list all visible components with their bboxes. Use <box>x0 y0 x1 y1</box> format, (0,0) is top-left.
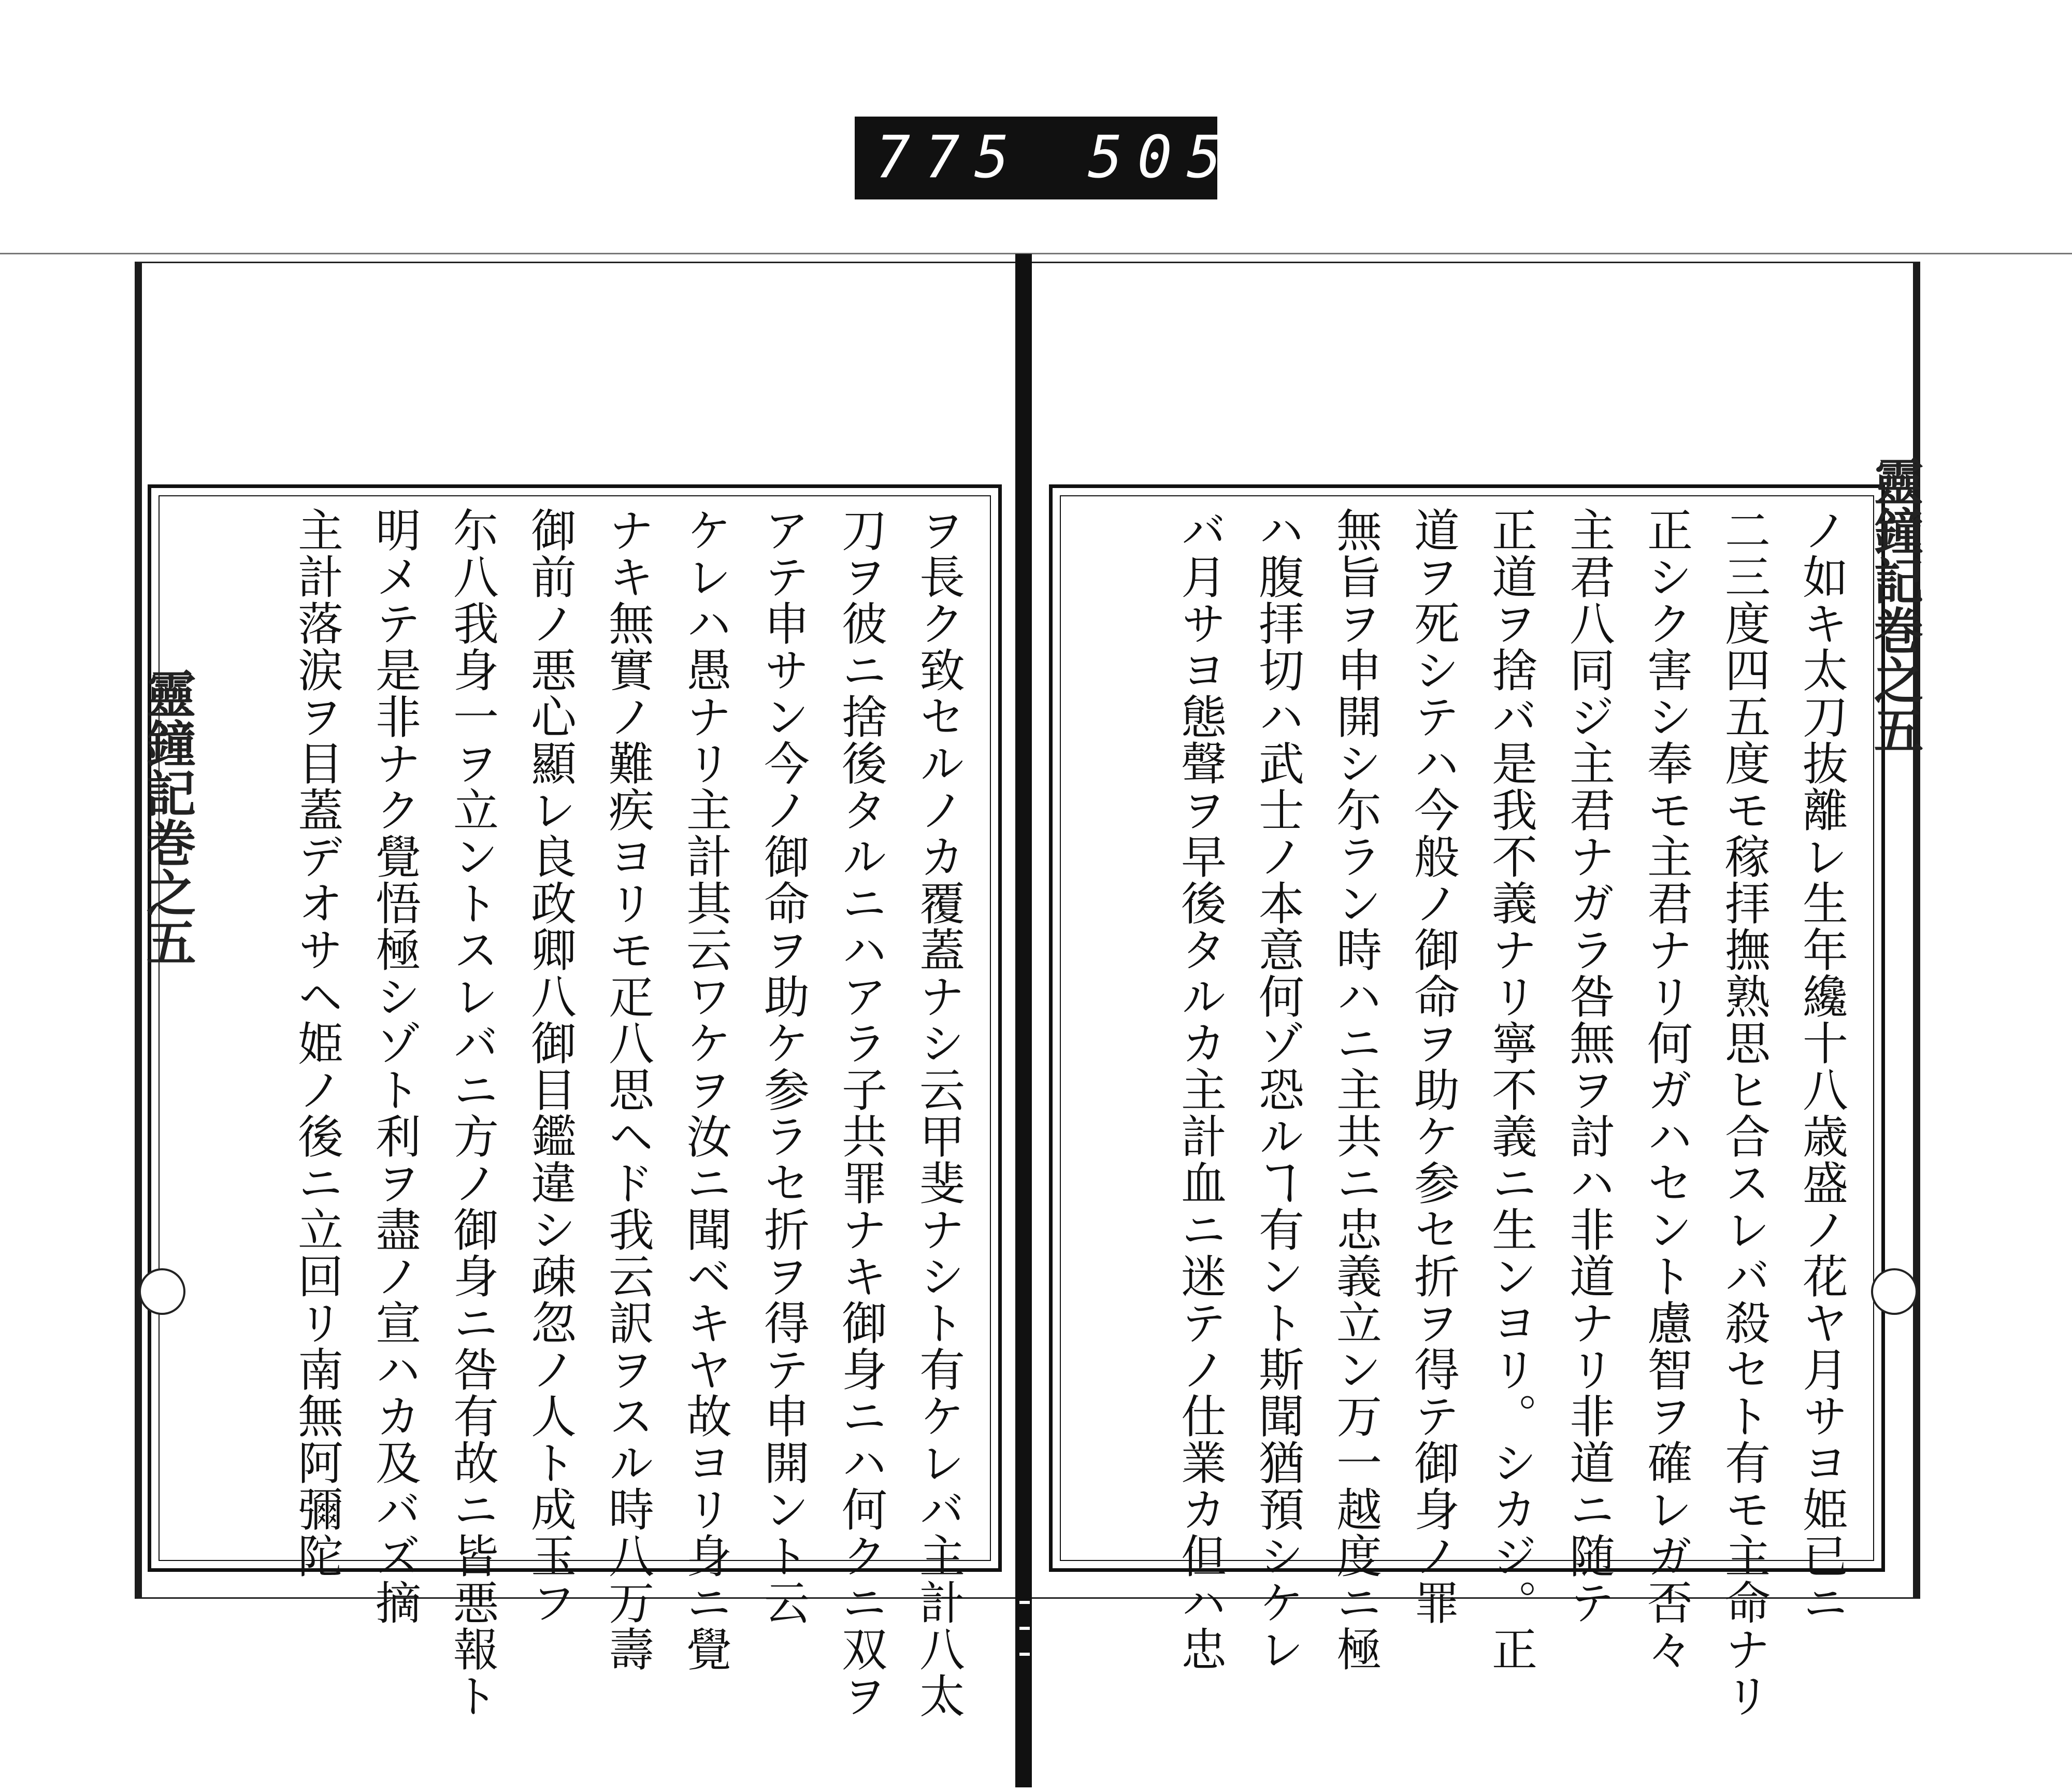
catalog-number-label <box>855 117 1236 199</box>
scan-edge-line <box>0 253 2072 254</box>
left-text-column: ケレハ愚ナリ主計其云ワケヲ汝ニ聞ベキヤ故ヨリ身ニ覺 <box>679 507 732 1672</box>
right-text-column: バ月サヨ態聲ヲ早後タルカ主計血ニ迷テノ仕業カ但ハ忠 <box>1174 507 1227 1672</box>
binding-stitch <box>1019 1601 1030 1604</box>
left-text-column: アテ申サン今ノ御命ヲ助ケ参ラセ折ヲ得テ申開ント云 <box>757 507 810 1626</box>
right-text-column: 二三度四五度モ稼拝撫熟思ヒ合スレバ殺セト有モ主命ナリ <box>1718 507 1771 1719</box>
right-text-column: 正シク害シ奉モ主君ナリ何ガハセント慮智ヲ確レガ否々 <box>1640 507 1693 1672</box>
right-text-column: 正道ヲ捨バ是我不義ナリ寧不義ニ生ンヨリ。シカジ。正 <box>1485 507 1538 1672</box>
right-page-text <box>1073 507 1861 1719</box>
left-text-column: 御前ノ悪心顯レ良政卿八御目鑑違シ疎忽ノ人ト成玉フ <box>524 507 577 1626</box>
left-text-column: ヲ長ク致セルノカ覆蓋ナシ云甲斐ナシト有ケレバ主計八太 <box>912 507 966 1719</box>
right-page-text-frame <box>1049 484 1885 1719</box>
left-text-column: 刀ヲ彼ニ捨後タルニハアラ子共罪ナキ御身ニハ何クニ双ヲ <box>834 507 888 1719</box>
left-text-column: ナキ無實ノ難疾ヨリモ疋八思ヘド我云訳ヲスル時八万壽 <box>601 507 655 1672</box>
fold-mark-circle-icon <box>139 1268 185 1315</box>
binding-stitch <box>1019 1653 1030 1656</box>
right-text-column: 無旨ヲ申開シ尓ラン時ハニ主共ニ忠義立ン万一越度ニ極 <box>1329 507 1383 1672</box>
left-page-text-frame <box>148 484 1002 1719</box>
left-text-column: 主計落涙ヲ目蓋デオサヘ姫ノ後ニ立回リ南無阿彌陀 <box>291 507 344 1579</box>
right-text-column: ノ如キ太刀抜離レ生年纔十八歳盛ノ花ヤ月サヨ姫已ニ <box>1795 507 1849 1626</box>
left-page-text <box>172 507 977 1719</box>
catalog-number-right: 505 <box>1088 124 1236 191</box>
right-text-column: ハ腹拝切ハ武士ノ本意何ゾ恐ルヿ有ント斯聞猶預シケレ <box>1251 507 1305 1672</box>
left-text-column: 明メテ是非ナク覺悟極シゾト利ヲ盡ノ宣ハカ及バズ摘 <box>368 507 422 1626</box>
fold-mark-circle-icon <box>1871 1268 1918 1315</box>
left-running-title: 靈鐘記巻之五 <box>138 668 197 967</box>
catalog-number-left: 775 <box>875 124 1024 191</box>
right-text-column: 道ヲ死シテハ今般ノ御命ヲ助ケ参セ折ヲ得テ御身ノ罪 <box>1407 507 1460 1626</box>
left-text-column: 尓八我身一ヲ立ントスレバニ方ノ御身ニ咎有故ニ皆悪報ト <box>446 507 499 1719</box>
right-text-column: 主君八同ジ主君ナガラ咎無ヲ討ハ非道ナリ非道ニ随テ <box>1562 507 1616 1626</box>
right-running-title: 靈鐘記巻之五 <box>1866 456 1924 754</box>
book-spine-gutter <box>1015 254 1032 1787</box>
binding-stitch <box>1019 1627 1030 1630</box>
